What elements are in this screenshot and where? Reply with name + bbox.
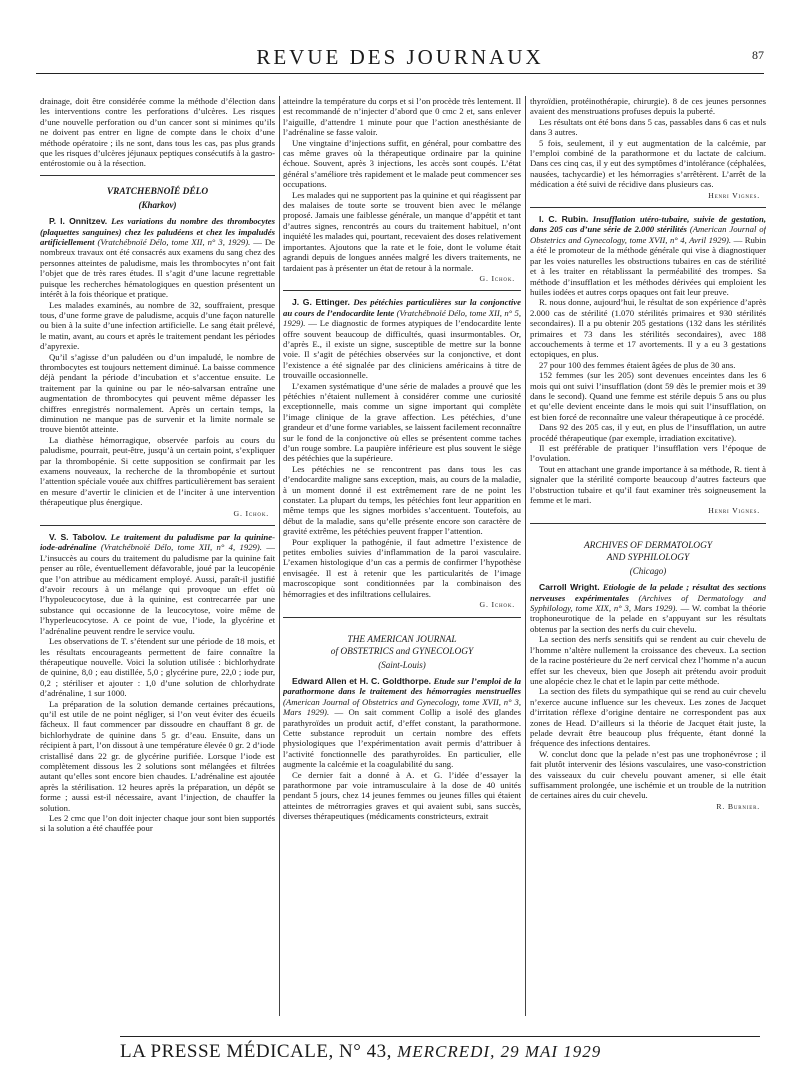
article-intro [283,297,521,380]
journal-city: (Kharkov) [138,199,177,210]
section-divider [40,525,275,526]
paragraph: Il est préférable de pratiquer l’insufflation vers l’époque de l’ovulation. [530,443,766,464]
column-divider [525,96,526,1016]
article-reference: (Archives of Dermatology and Syphilology, tome XIX, n° 3, Mars 1929). [530,592,766,614]
article-text: — De nombreux travaux ont été consacrés aux examens du sang chez des personnes atteintes de paludisme, mais les thrombocytes n’ont fait l’objet que de très rares études. Il s’agit d’une lacune regrettable puisque les recherches hématologiques en question présentent un intérêt à la fois théorique et pratique. [40,237,275,300]
article-author: J. G. Ettinger. [292,297,350,308]
author-signature: Henri Vignes. [708,190,760,200]
header-rule [36,73,764,74]
article-text: — W. combat la théorie trophoneurotique de la pelade en s’appuyant sur les résultats obtenus par la section des nerfs du cuir chevelu. [530,603,766,634]
footer-rule [120,1036,760,1037]
page-footer [120,1036,760,1063]
paragraph: drainage, doit être considérée comme la méthode d’élection dans les interventions contre les perforations d’ulcères. Les risques d’une nouvelle perforation ou d’un cancer sont si minimes qu’ils ne doivent pas entrer en ligne de compte dans le choix d’une méthode opératoire ; ils ne sont, dans tous les cas, pas plus grands que les risques d’ulcères jéjunaux peptiques consécutifs à la gastro-entérostomie ou à la résection. [40,96,275,169]
page-number: 87 [752,48,764,62]
article-author: V. S. Tabolov. [49,532,107,543]
article-title: Des pétéchies particulières sur la conjonctive au cours de l’endocardite lente [283,297,521,318]
section-divider [283,617,521,618]
article-intro [283,676,521,770]
section-divider [530,207,766,208]
article-author: P. I. Onnitzev. [49,216,108,227]
page-header [36,44,764,74]
article-title: Insufflation utéro-tubaire, suivie de gestation, dans 205 cas d’une série de 2.000 stérilités [530,214,766,235]
column-1 [40,96,275,1016]
paragraph: Pour expliquer la pathogénie, il faut admettre l’existence de petites embolies suivies d’inflammation de la paroi vasculaire. L’examen histologique d’un cas a permis de confirmer l’hypothèse envisagée. Il est à retenir que les particularités de l’image macroscopique sont conditionnées par la combinaison des hémorragies et des infiltrations cellulaires. [283,536,521,599]
paragraph: Les malades examinés, au nombre de 32, souffraient, presque tous, d’une forme grave de paludisme, acquis d’une façon naturelle ou bien à la suite d’une infection artificielle. Le sang était prélevé, le matin, avant, au cours et après le traitement pendant les périodes d’apyrexie. [40,299,275,352]
paragraph: Une vingtaine d’injections suffit, en général, pour combattre des cas même graves où la thérapeutique ordinaire par la quinine échoue. Souvent, après 3 injections, les accès sont coupés. L’état général s’améliore très rapidement et le malade peut commencer ses occupations. [283,137,521,190]
paragraph: Tout en attachant une grande importance à sa méthode, R. tient à signaler que la stérilité comporte beaucoup d’autres facteurs que l’obstruction tubaire et qu’il faut examiner très soigneusement la femme et le mari. [530,463,766,506]
article-reference: (American Journal of Obstetrics and Gynecology, tome XVII, n° 3, Mars 1929). [283,696,521,718]
article-reference: (Vratchébnoïé Délo, tome XII, n° 3, 1929). [97,237,251,248]
paragraph: Les pétéchies ne se rencontrent pas dans tous les cas d’endocardite maligne sans exception, mais, au cours de la maladie, à un moment donné il est extrêmement rare de ne point les constater. La plupart du temps, les pétéchies font leur apparition en même temps que les signes morbides s’accentuent. Toutefois, au début de la maladie, sans qu’elle présente encore son caractère de gravité extrême, les pétéchies peuvent frapper l’attention. [283,463,521,537]
author-signature: G. Ichok. [479,273,515,283]
paragraph: L’examen systématique d’une série de malades a prouvé que les pétéchies n’étaient nullement à considérer comme une curiosité exceptionnelle, mais comme un signe important qui complète l’image clinique de la grave affection. Les pétéchies, d’une grandeur et d’une forme variables, se laissent facilement reconnaître sur le fond de la conjonctive où elles se présentent comme taches d’un rouge sombre. La paupière inférieure est plus souvent le siège des pétéchies que la supérieure. [283,380,521,464]
article-author: Carroll Wright. [539,582,600,593]
paragraph: 152 femmes (sur les 205) sont devenues enceintes dans les 6 mois qui ont suivi l’insufflation (dont 59 dès le premier mois et 39 dans le second). Quand une femme est stérile depuis 5 ans ou plus et qu’elle devient enceinte dans le mois qui suit l’insufflation, on est bien forcé de reconnaître une valeur thérapeutique à ce procédé. [530,370,766,422]
author-signature: R. Burnier. [716,801,760,811]
article-intro [40,216,275,299]
article-title: Les variations du nombre des thrombocytes (plaquettes sanguines) chez les paludéens et chez les impaludés artificiellement [40,216,275,248]
journal-heading [530,540,766,564]
paragraph: thyroïdien, protéinothérapie, chirurgie). 8 de ces jeunes personnes avaient des menstruations profuses depuis la puberté. [530,96,766,117]
paragraph: Dans 92 des 205 cas, il y eut, en plus de l’insufflation, un autre procédé thérapeutique (par exemple, irradiation excitative). [530,422,766,443]
paragraph: La section des filets du sympathique qui se rend au cuir chevelu n’exerce aucune influence sur les cheveux. Les zones de Jacquet d’irritation réflexe d’origine dentaire ne correspondent pas aux zones de Head. D’ailleurs si la théorie de Jacquet était juste, la pelade devrait être beaucoup plus fréquente, étant donné la fréquence des infections dentaires. [530,686,766,749]
section-divider [530,523,766,524]
column-divider [279,96,280,1016]
column-3 [530,96,766,1016]
paragraph: La diathèse hémorragique, observée parfois au cours du paludisme, pourrait, peut-être, jusqu’à un certain point, s’expliquer par la thrombopénie. Si cette supposition se confirmait par les examens nouveaux, la recherche de la thrombopénie et surtout l’attention spéciale vouée aux chiffres particulièrement bas seraient en mesure d’avertir le clinicien et de l’inciter à une intervention thérapeutique plus énergique. [40,434,275,508]
column-2 [283,96,521,1016]
article-text: — On sait comment Collip a isolé des glandes parathyroïdes un produit actif, d’effet constant, la parathormone. Cette substance reproduit un certain nombre des effets physiologiques que l’expérimentation avait permis d’attribuer à l’activité fonctionnelle des parathyroïdes. En particulier, elle augmente la calcémie et la coagulabilité du sang. [283,707,521,770]
article-text: — Le diagnostic de formes atypiques de l’endocardite lente offre souvent beaucoup de difficultés, quasi insurmontables. Or, d’après E., il existe un signe, susceptible de mettre sur la bonne voie. Il s’agit de pétéchies observées sur la conjonctive, et dont l’existence a été signalée par des cliniciens américains à titre de trouvaille occasionnelle. [283,318,521,381]
paragraph: Qu’il s’agisse d’un paludéen ou d’un impaludé, le nombre de thrombocytes est toujours nettement diminué. La baisse commence déjà pendant la période d’incubation et s’accentue ensuite. Le traitement par la quinine ou par le néo-salvarsan entraîne une augmentation de thrombocytes qui peuvent même dépasser les chiffres enregistrés normalement. Après un certain temps, la diminution ne manque pas de survenir et la limite normale se trouve bientôt atteinte. [40,351,275,435]
article-reference: (Vratchébnoïé Délo, tome XII, n° 4, 1929). [100,542,262,553]
paragraph: R. nous donne, aujourd’hui, le résultat de son expérience d’après 2.000 cas de stérilité (1.070 stérilités primaires et 930 stérilités secondaires). Il a pu obtenir 205 gestations (132 dans les stérilités primaires et 73 dans les stérilités secondaires), avec 188 accouchements à terme et 17 avortements. Il y a eu 3 gestations ectopiques, en plus. [530,297,766,360]
section-divider [283,290,521,291]
article-reference: (Vratchébnoïé Délo, tome XII, n° 5, 1929). [283,307,521,329]
paragraph: Ce dernier fait a donné à A. et G. l’idée d’essayer la parathormone par voie intramusculaire à la dose de 40 unités pendant 5 jours, chez 14 jeunes femmes ou jeunes filles qui étaient atteintes de métrorragies graves et qui avaient subi, sans succès, diverses thérapeutiques (médicaments constricteurs, extrait [283,769,521,822]
journal-heading [283,634,521,658]
paragraph: La préparation de la solution demande certaines précautions, qu’il est utile de ne point négliger, si l’on veut éviter des écueils fâcheux. Il faut commencer par dissoudre en chauffant 8 gr. de bichlorhydrate de quinine dans 5 gr. d’eau. Ensuite, dans un récipient à part, l’on dissout à une température élevée 0 gr. 2 d’iode cristallisé dans 22 gr. de glycérine purifiée. Lorsque l’iode est complètement dissous les 2 solutions sont mélangées et filtrées autant qu’elles sont encore bien chaudes. L’adrénaline est ajoutée après la stérilisation. 12 heures après la préparation, un dépôt se forme ; aussi est-il nécessaire, avant l’injection, de chauffer la solution. [40,698,275,813]
journal-name-line2: AND SYPHILOLOGY [606,552,690,563]
journal-name: ARCHIVES OF DERMATOLOGY [583,540,713,551]
author-signature: Henri Vignes. [708,506,760,516]
journal-name: THE AMERICAN JOURNAL [347,634,457,645]
journal-city: (Chicago) [629,565,667,576]
author-signature: G. Ichok. [233,508,269,518]
journal-name: VRATCHEBNOÏÉ DÉLO [106,186,209,197]
journal-title: REVUE DES JOURNAUX [256,45,544,69]
article-title: Etude sur l’emploi de la parathormone dans le traitement des hémorragies menstruelles [283,675,521,697]
paragraph: La section des nerfs sensitifs qui se rendent au cuir chevelu de l’homme n’altère nullement la croissance des cheveux. La section de la racine postérieure du 2e nerf cervical chez l’homme n’a aucun effet sur les cheveux, bien que Joseph ait prétendu avoir produit une alopécie chez le chat et le lapin par cette méthode. [530,634,766,686]
paragraph: 5 fois, seulement, il y eut augmentation de la calcémie, par l’emploi combiné de la parathormone et du lactate de calcium. Dans ces cinq cas, il y eut des symptômes d’intolérance (céphalées, nausées, tachycardie) et les hémorragies s’arrêtèrent. L’arrêt de la médication a été suivi de récidive dans plusieurs cas. [530,137,766,190]
article-intro [40,532,275,636]
paragraph: Les 2 cmc que l’on doit injecter chaque jour sont bien supportés si la solution a été chauffée pour [40,813,275,834]
section-divider [40,175,275,176]
paragraph: atteindre la température du corps et si l’on procède très lentement. Il est recommandé de n’injecter d’abord que 0 cmc 2 et, sans enlever l’aiguille, d’attendre 1 minute pour que l’action anesthésiante de l’adrénaline se fasse valoir. [283,96,521,138]
paragraph: 27 pour 100 des femmes étaient âgées de plus de 30 ans. [539,359,736,370]
journal-city: (Saint-Louis) [378,659,426,670]
journal-name-line2: of OBSTETRICS and GYNECOLOGY [330,646,474,657]
article-title: Le traitement du paludisme par la quinine-iode-adrénaline [40,532,275,553]
journal-heading [40,186,275,198]
paragraph: Les résultats ont été bons dans 5 cas, passables dans 6 cas et nuls dans 3 autres. [530,116,766,138]
article-intro [530,582,766,634]
publication-name: LA PRESSE MÉDICALE, N° 43, [120,1041,392,1062]
article-reference: (American Journal of Obstetrics and Gynecology, tome XVII, n° 4, Avril 1929). [530,224,766,245]
author-signature: G. Ichok. [479,600,515,610]
article-text: — Rubin a été le promoteur de la méthode générale qui vise à diagnostiquer par les voies naturelles les obstructions tubaires en cas de stérilité et à les traiter en rétablissant la perméabilité des trompes. Sa méthode d’insufflation et les méthodes dérivées qui emploient les huiles iodées et autres corps opaques ont fait leur preuve. [530,234,766,297]
article-text: — L’insuccès au cours du traitement du paludisme par la quinine fait penser au rôle, éventuellement défavorable, joué par la leucopénie que l’on attribue au médicament employé. Aussi, paraît-il justifié d’avoir recours à un mélange qui provoque un effet où l’hypoleucocytose, due à la quinine, est contrecarrée par une substance qui occasionne de la leucocytose, voire même de l’hyperleucocytose. A ce point de vue, l’iode, la glycérine et l’adrénaline peuvent rendre le service voulu. [40,542,275,636]
publication-date: MERCREDI, 29 MAI 1929 [397,1042,602,1061]
paragraph: Les observations de T. s’étendent sur une période de 18 mois, et les résultats encourageants permettent de faire connaître la thérapeutique nouvelle. Voici la solution utilisée : bichlorhydrate de quinine, 8,0 ; eau distillée, 5,0 ; glycérine pure, 22,0 ; iode pur, 0,2 ; stériliser et ajouter : 1,0 d’une solution de chlorhydrate d’adrénaline, 1 sur 1000. [40,636,275,699]
article-intro [530,214,766,297]
article-author: Edward Allen et H. C. Goldthorpe. [292,675,432,686]
article-author: I. C. Rubin. [539,214,589,225]
footer-line [120,1041,760,1063]
article-title: Etiologie de la pelade ; résultat des sections nerveuses expérimentales [530,582,766,603]
paragraph: W. conclut donc que la pelade n’est pas une trophonévrose ; il fait plutôt intervenir des lésions vasculaires, une vaso-constriction des vaisseaux du cuir chevelu pouvant amener, si elle était suffisamment prolongée, une ischémie et un trouble de la nutrition de certaines aires du cuir chevelu. [530,748,766,801]
paragraph: Les malades qui ne supportent pas la quinine et qui réagissent par des malaises de toute sorte se trouvent bien avec le mélange proposé. Jamais une faiblesse générale, un manque d’appétit et tant d’autres signes, rencontrés au cours du traitement habituel, n’ont inquiété les malades qui, pourtant, recevaient des doses relativement importantes. Ajoutons que la rate et le foie, dont le volume était agrandi depuis de longues années malgré les divers traitements, ne tardaient pas à présenter un état de retour à la normale. [283,189,521,273]
